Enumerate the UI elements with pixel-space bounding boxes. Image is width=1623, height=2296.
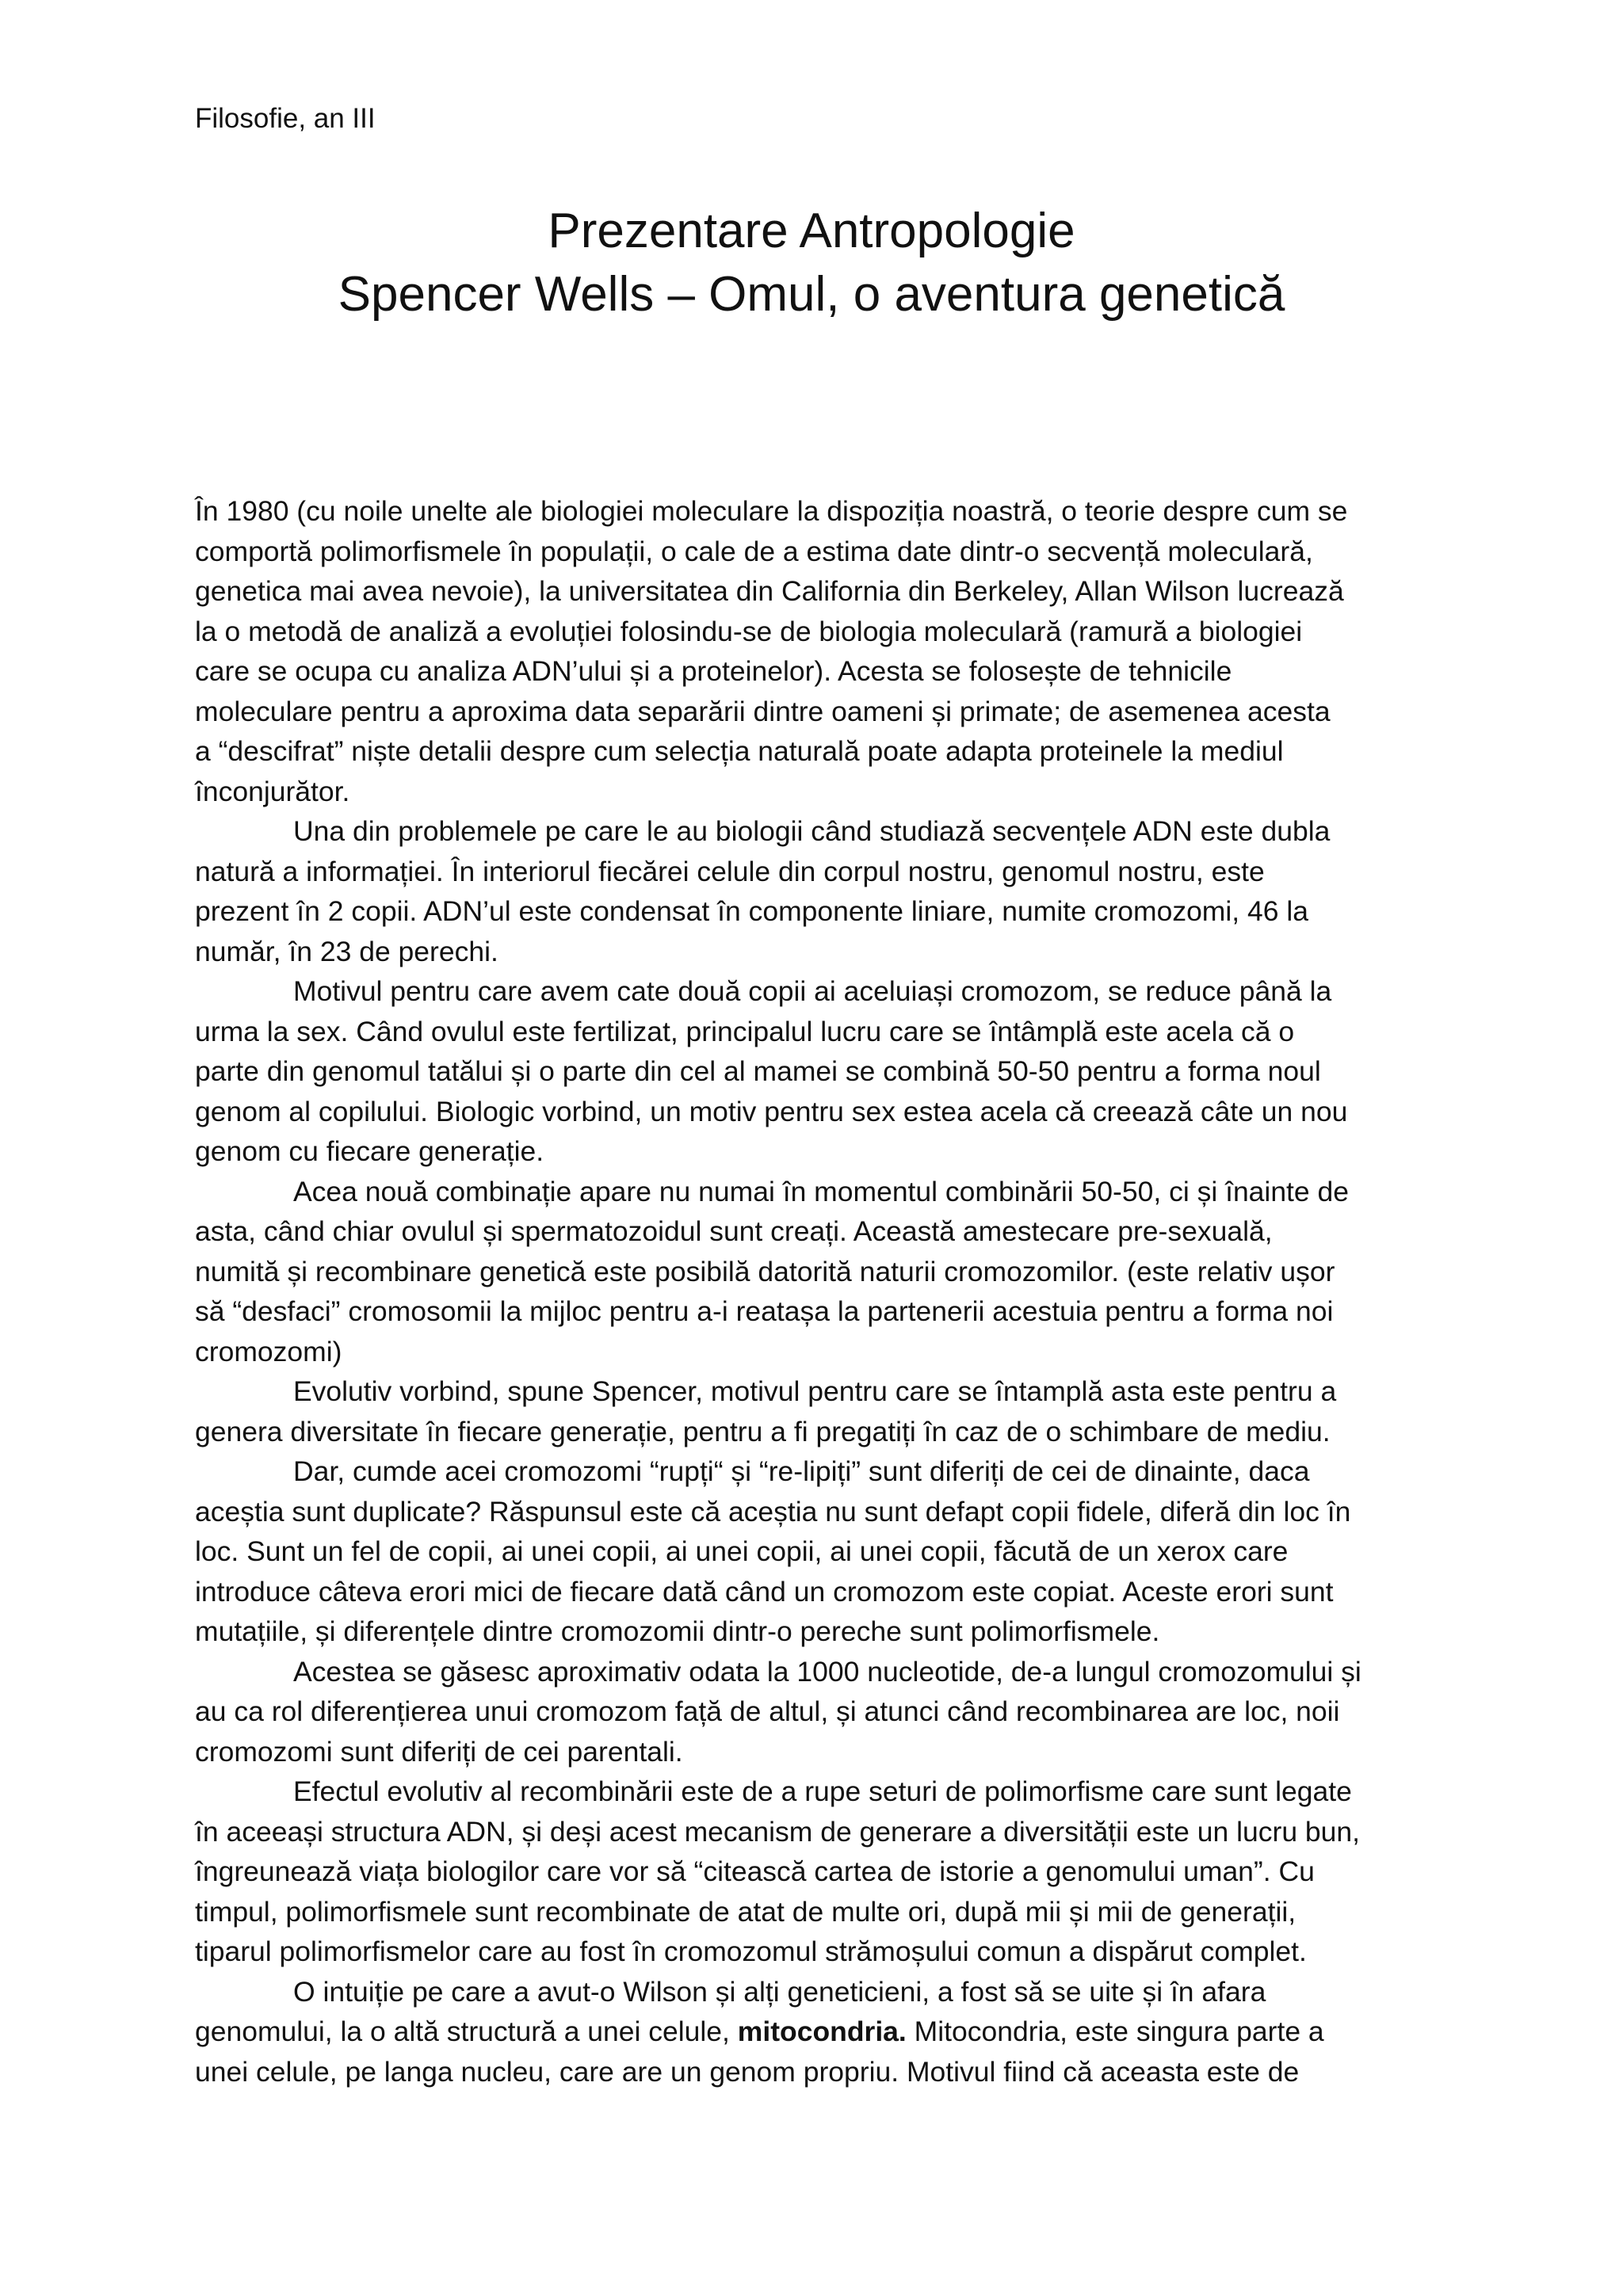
text-segment: Mitocondria, este singura parte a [906, 2016, 1324, 2047]
text-line: cromozomi) [195, 1335, 342, 1367]
text-line: Evolutiv vorbind, spune Spencer, motivul pentru care se întamplă asta este pentru a [293, 1375, 1337, 1407]
text-line: numită și recombinare genetică este posibilă datorită naturii cromozomilor. (este relativ ușor [195, 1255, 1335, 1287]
text-line: tiparul polimorfismelor care au fost în cromozomul strămoșului comun a dispărut complet. [195, 1936, 1307, 1967]
text-line: genom al copilului. Biologic vorbind, un motiv pentru sex estea acela că creează câte un nou [195, 1095, 1348, 1127]
text-line: care se ocupa cu analiza ADN’ului și a proteinelor). Acesta se folosește de tehnicile [195, 655, 1232, 687]
text-line: Dar, cumde acei cromozomi “rupți“ și “re-lipiți” sunt diferiți de cei de dinainte, daca [293, 1455, 1310, 1487]
text-line: introduce câteva erori mici de fiecare dată când un cromozom este copiat. Aceste erori sunt [195, 1575, 1334, 1608]
text-line: Una din problemele pe care le au biologii când studiază secvențele ADN este dubla [293, 815, 1331, 847]
text-line: au ca rol diferențierea unui cromozom față de altul, și atunci când recombinarea are loc, noii [195, 1695, 1340, 1727]
text-line: urma la sex. Când ovulul este fertilizat, principalul lucru care se întâmplă este acela că o [195, 1015, 1295, 1047]
paragraph-6 [195, 1451, 1447, 1652]
text-line: genom cu fiecare generație. [195, 1135, 544, 1167]
text-line: aceștia sunt duplicate? Răspunsul este că aceștia nu sunt defapt copii fidele, diferă din loc în [195, 1495, 1351, 1527]
paragraph-1 [195, 491, 1447, 811]
title-line-1: Prezentare Antropologie [548, 204, 1075, 258]
text-line: unei celule, pe langa nucleu, care are un genom propriu. Motivul fiind că aceasta este de [195, 2055, 1300, 2088]
emphasized-term: mitocondria. [737, 2016, 907, 2047]
text-line: genetica mai avea nevoie), la universitatea din California din Berkeley, Allan Wilson lucrează [195, 575, 1344, 607]
text-line: natură a informației. În interiorul fiecărei celule din corpul nostru, genomul nostru, este [195, 855, 1265, 887]
text-line: prezent în 2 copii. ADN’ul este condensat în componente liniare, numite cromozomi, 46 la [195, 895, 1308, 927]
body-text [195, 491, 1447, 2092]
text-line: la o metodă de analiză a evoluției folosindu-se de biologia moleculară (ramură a biologiei [195, 615, 1303, 647]
text-line: comportă polimorfismele în populații, o cale de a estima date dintr-o secvență moleculară, [195, 535, 1313, 567]
text-line: În 1980 (cu noile unelte ale biologiei moleculare la dispoziția noastră, o teorie despre cum se [195, 495, 1348, 527]
text-line: asta, când chiar ovulul și spermatozoidul sunt creați. Această amestecare pre-sexuală, [195, 1215, 1273, 1247]
text-line: parte din genomul tatălui și o parte din cel al mamei se combină 50-50 pentru a forma noul [195, 1055, 1321, 1087]
text-line: Acestea se găsesc aproximativ odata la 1000 nucleotide, de-a lungul cromozomului și [293, 1655, 1361, 1688]
text-line: a “descifrat” niște detalii despre cum selecția naturală poate adapta proteinele la mediul [195, 735, 1284, 767]
text-line: mutațiile, și diferențele dintre cromozomii dintr-o pereche sunt polimorfismele. [195, 1615, 1160, 1647]
text-line: îngreunează viața biologilor care vor să “citească cartea de istorie a genomului uman”. Cu [195, 1855, 1315, 1887]
paragraph-3 [195, 971, 1447, 1172]
paragraph-4 [195, 1172, 1447, 1372]
title-line-2: Spencer Wells – Omul, o aventura genetică [338, 267, 1285, 322]
text-line: cromozomi sunt diferiți de cei parentali. [195, 1735, 683, 1768]
text-line: număr, în 23 de perechi. [195, 935, 498, 967]
text-line: Acea nouă combinație apare nu numai în momentul combinării 50-50, ci și înainte de [293, 1175, 1350, 1207]
text-line: înconjurător. [195, 775, 350, 807]
text-line: timpul, polimorfismele sunt recombinate de atat de multe ori, după mii și mii de generații, [195, 1895, 1296, 1928]
text-segment: genomului, la o altă structură a unei celule, [195, 2016, 738, 2047]
paragraph-8 [195, 1772, 1447, 1972]
text-line: Motivul pentru care avem cate două copii ai aceluiași cromozom, se reduce până la [293, 975, 1332, 1007]
text-line: moleculare pentru a aproxima data separării dintre oameni și primate; de asemenea acesta [195, 695, 1331, 727]
text-line: genera diversitate în fiecare generație, pentru a fi pregatiți în caz de o schimbare de mediu. [195, 1415, 1331, 1447]
text-line: în aceeași structura ADN, și deși acest mecanism de generare a diversității este un lucru bun, [195, 1815, 1361, 1848]
text-line: să “desfaci” cromosomii la mijloc pentru a-i reatașa la partenerii acestuia pentru a forma noi [195, 1295, 1334, 1327]
paragraph-9 [195, 1972, 1447, 2092]
document-title [0, 200, 1623, 326]
course-label: Filosofie, an III [195, 103, 376, 134]
text-line-with-emphasis [195, 2012, 1447, 2052]
paragraph-2 [195, 811, 1447, 971]
paragraph-7 [195, 1652, 1447, 1772]
text-line: loc. Sunt un fel de copii, ai unei copii, ai unei copii, ai unei copii, făcută de un xerox care [195, 1535, 1289, 1567]
text-line: O intuiție pe care a avut-o Wilson și alți geneticieni, a fost să se uite și în afara [293, 1975, 1266, 2008]
paragraph-5 [195, 1371, 1447, 1451]
text-line: Efectul evolutiv al recombinării este de a rupe seturi de polimorfisme care sunt legate [293, 1775, 1352, 1807]
